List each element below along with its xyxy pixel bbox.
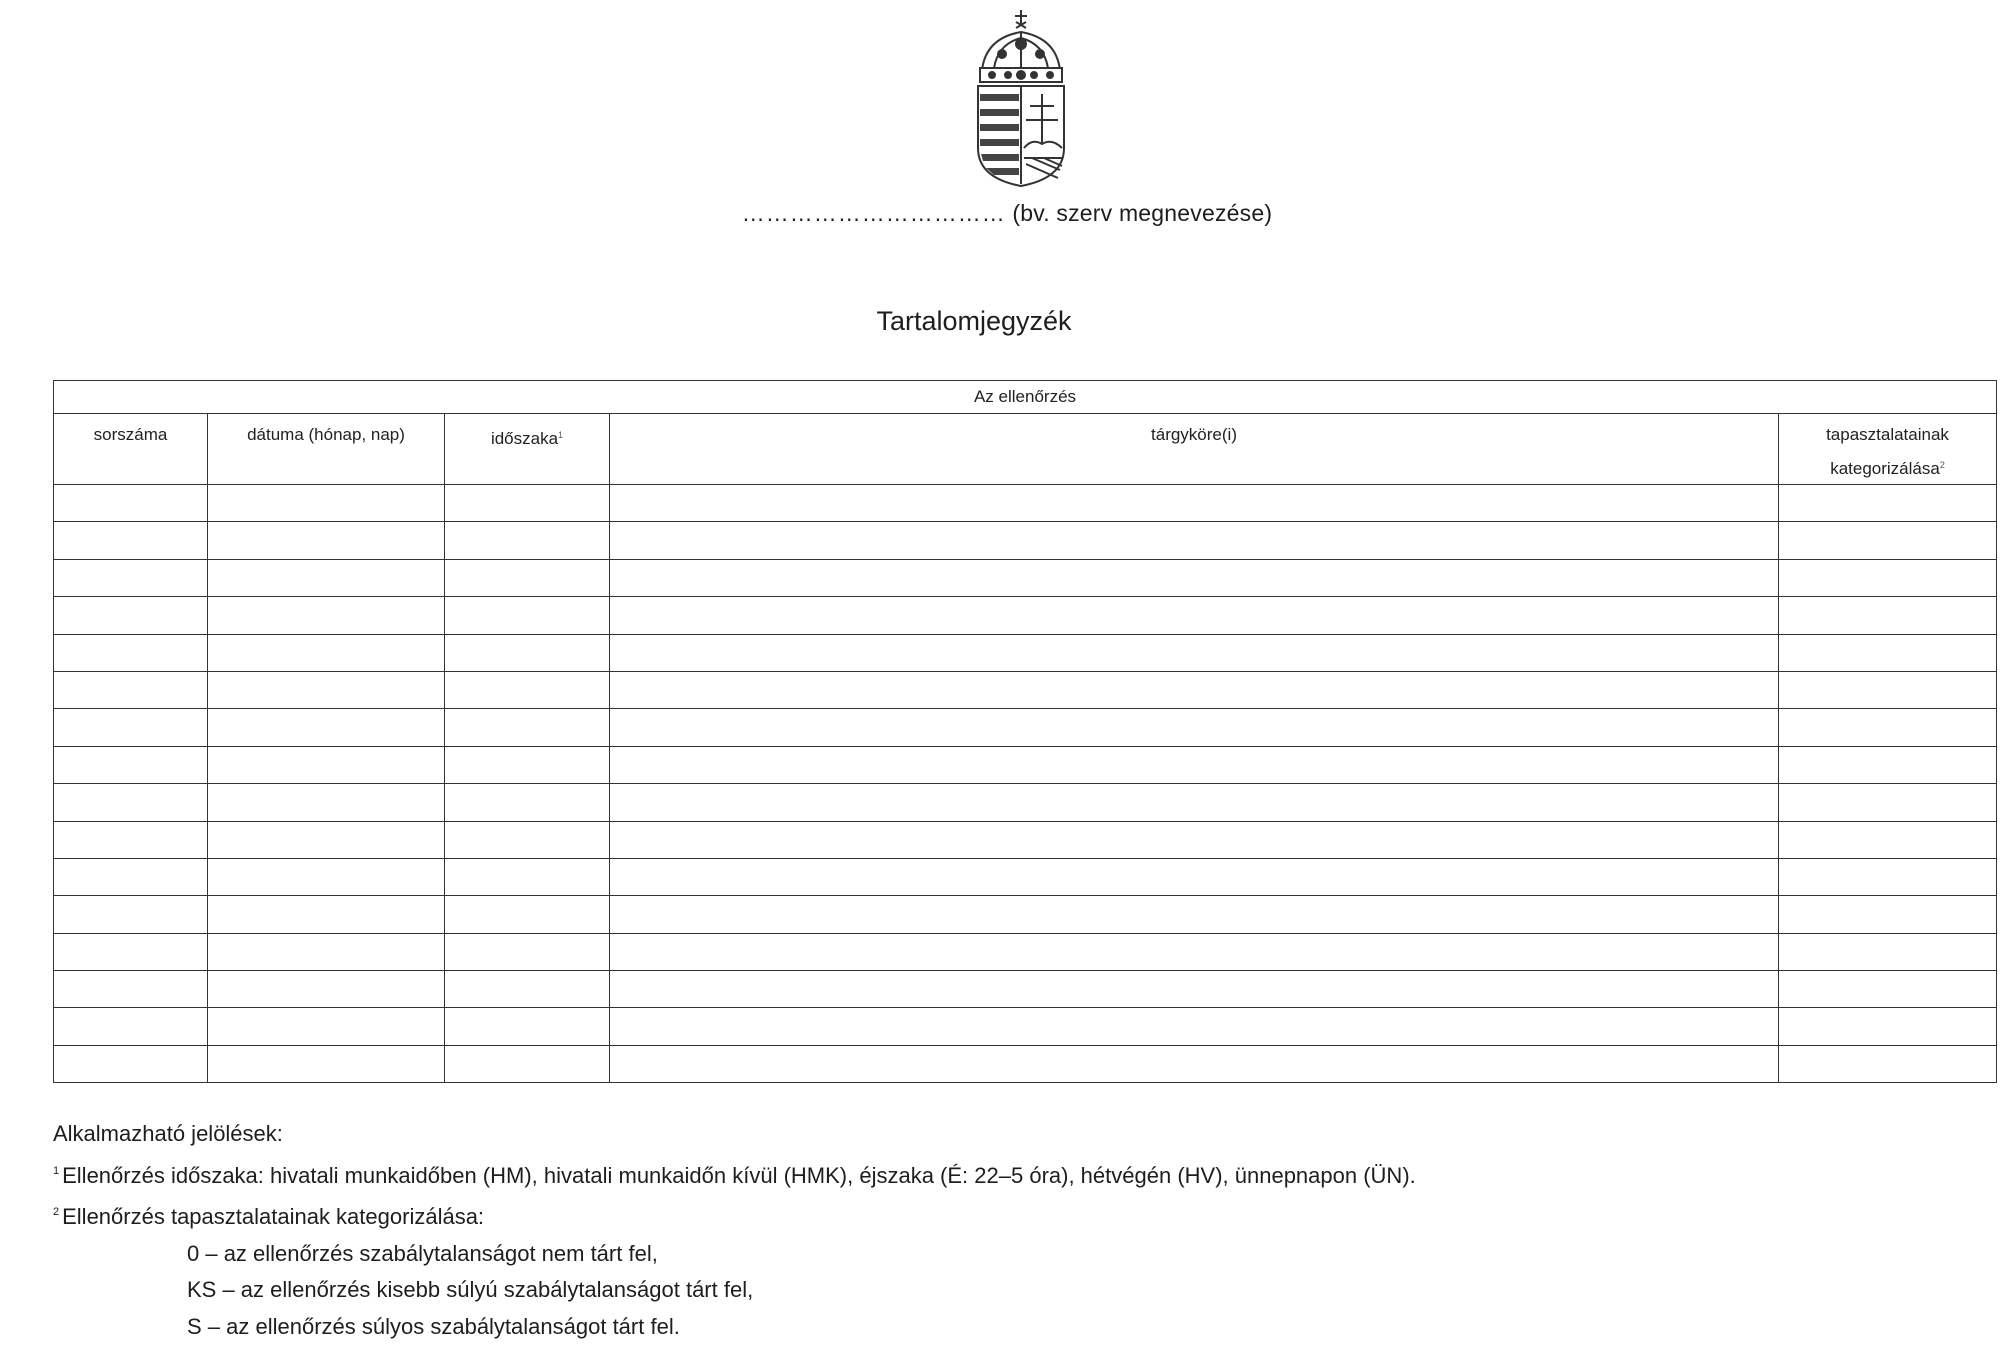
fill-in-dots: …………………………… [741,200,1006,226]
cell-kategorizalas[interactable] [1779,597,1997,634]
cell-sorszama[interactable] [54,858,208,895]
cell-idoszaka[interactable] [445,821,610,858]
cell-sorszama[interactable] [54,1008,208,1045]
cell-sorszama[interactable] [54,485,208,522]
cell-datuma[interactable] [208,597,445,634]
table-row [54,709,1997,746]
cell-kategorizalas[interactable] [1779,821,1997,858]
cell-idoszaka[interactable] [445,634,610,671]
column-header-sorszama: sorszáma [54,414,208,485]
cell-kategorizalas[interactable] [1779,971,1997,1008]
footnote-ref-1: 1 [558,430,564,440]
cell-targykore[interactable] [610,933,1779,970]
cell-kategorizalas[interactable] [1779,746,1997,783]
table-row [54,971,1997,1008]
cell-sorszama[interactable] [54,746,208,783]
footnote-2 [53,1194,1416,1236]
cell-datuma[interactable] [208,709,445,746]
cell-idoszaka[interactable] [445,597,610,634]
cell-sorszama[interactable] [54,933,208,970]
cell-targykore[interactable] [610,709,1779,746]
organization-placeholder: (bv. szerv megnevezése) [1012,200,1273,226]
cell-sorszama[interactable] [54,1045,208,1082]
column-header-kategorizalas: tapasztalatainak kategorizálása$^2$ [1779,414,1997,485]
cell-idoszaka[interactable] [445,709,610,746]
cell-kategorizalas[interactable] [1779,559,1997,596]
cell-targykore[interactable] [610,746,1779,783]
cell-targykore[interactable] [610,559,1779,596]
cell-idoszaka[interactable] [445,671,610,708]
cell-kategorizalas[interactable] [1779,671,1997,708]
cell-datuma[interactable] [208,896,445,933]
notes-section [53,1116,1416,1345]
cell-sorszama[interactable] [54,821,208,858]
cell-idoszaka[interactable] [445,746,610,783]
cell-kategorizalas[interactable] [1779,1008,1997,1045]
cell-targykore[interactable] [610,896,1779,933]
table-row [54,559,1997,596]
cell-targykore[interactable] [610,784,1779,821]
cell-kategorizalas[interactable] [1779,858,1997,895]
cell-datuma[interactable] [208,1008,445,1045]
table-row [54,784,1997,821]
cell-sorszama[interactable] [54,896,208,933]
category-item: S – az ellenőrzés súlyos szabálytalanságot tárt fel. [187,1313,680,1339]
cell-idoszaka[interactable] [445,1008,610,1045]
cell-sorszama[interactable] [54,522,208,559]
cell-kategorizalas[interactable] [1779,634,1997,671]
footnote-1-text: Ellenőrzés időszaka: hivatali munkaidőben (HM), hivatali munkaidőn kívül (HMK), éjszaka (É: 22–5 óra), hétvégén (HV), ünnepnapon (ÜN). [62,1162,1416,1188]
cell-targykore[interactable] [610,597,1779,634]
table-row [54,1008,1997,1045]
cell-targykore[interactable] [610,971,1779,1008]
table-row [54,858,1997,895]
cell-idoszaka[interactable] [445,784,610,821]
footnote-2-mark: 2 [53,1206,60,1218]
category-item: KS – az ellenőrzés kisebb súlyú szabálytalanságot tárt fel, [187,1277,754,1302]
cell-datuma[interactable] [208,1045,445,1082]
cell-sorszama[interactable] [54,709,208,746]
cell-targykore[interactable] [610,821,1779,858]
cell-idoszaka[interactable] [445,522,610,559]
cell-kategorizalas[interactable] [1779,896,1997,933]
toc-table-body [54,485,1997,1083]
cell-idoszaka[interactable] [445,858,610,895]
cell-targykore[interactable] [610,522,1779,559]
column-header-idoszaka: időszaka$^1$ [445,414,610,485]
cell-targykore[interactable] [610,634,1779,671]
organization-name-line [0,200,2014,227]
page-title: Tartalomjegyzék [876,306,1072,336]
cell-datuma[interactable] [208,671,445,708]
cell-idoszaka[interactable] [445,1045,610,1082]
cell-datuma[interactable] [208,821,445,858]
cell-idoszaka[interactable] [445,933,610,970]
cell-datuma[interactable] [208,971,445,1008]
table-row [54,746,1997,783]
cell-targykore[interactable] [610,858,1779,895]
group-header: Az ellenőrzés [54,381,1997,414]
toc-table [53,380,1997,1083]
footnote-1-mark: 1 [53,1164,60,1177]
cell-idoszaka[interactable] [445,559,610,596]
cell-kategorizalas[interactable] [1779,522,1997,559]
cell-datuma[interactable] [208,485,445,522]
cell-sorszama[interactable] [54,597,208,634]
coat-of-arms-icon [972,8,1070,188]
footnote-1 [53,1153,1416,1195]
cell-datuma[interactable] [208,634,445,671]
footnote-ref-2: 2 [1939,460,1945,470]
cell-targykore[interactable] [610,671,1779,708]
table-row [54,821,1997,858]
cell-sorszama[interactable] [54,634,208,671]
cell-datuma[interactable] [208,933,445,970]
cell-targykore[interactable] [610,1008,1779,1045]
category-item: 0 – az ellenőrzés szabálytalanságot nem tárt fel, [187,1240,658,1266]
cell-datuma[interactable] [208,858,445,895]
cell-kategorizalas[interactable] [1779,933,1997,970]
table-row [54,597,1997,634]
cell-kategorizalas[interactable] [1779,784,1997,821]
cell-kategorizalas[interactable] [1779,709,1997,746]
cell-kategorizalas[interactable] [1779,485,1997,522]
table-row [54,634,1997,671]
table-row [54,485,1997,522]
cell-datuma[interactable] [208,559,445,596]
cell-idoszaka[interactable] [445,485,610,522]
table-row [54,896,1997,933]
toc-table-container [53,380,1996,1083]
cell-kategorizalas[interactable] [1779,1045,1997,1082]
cell-idoszaka[interactable] [445,896,610,933]
cell-sorszama[interactable] [54,971,208,1008]
cell-targykore[interactable] [610,485,1779,522]
column-header-datuma: dátuma (hónap, nap) [208,414,445,485]
footnote-2-text: Ellenőrzés tapasztalatainak kategorizálása: [62,1204,485,1229]
table-row [54,522,1997,559]
cell-targykore[interactable] [610,1045,1779,1082]
cell-sorszama[interactable] [54,559,208,596]
cell-datuma[interactable] [208,784,445,821]
cell-datuma[interactable] [208,746,445,783]
table-row [54,671,1997,708]
table-row [54,933,1997,970]
table-row [54,1045,1997,1082]
notes-heading: Alkalmazható jelölések: [53,1121,283,1146]
cell-idoszaka[interactable] [445,971,610,1008]
column-header-targykore: tárgyköre(i) [610,414,1779,485]
cell-sorszama[interactable] [54,784,208,821]
cell-datuma[interactable] [208,522,445,559]
cell-sorszama[interactable] [54,671,208,708]
